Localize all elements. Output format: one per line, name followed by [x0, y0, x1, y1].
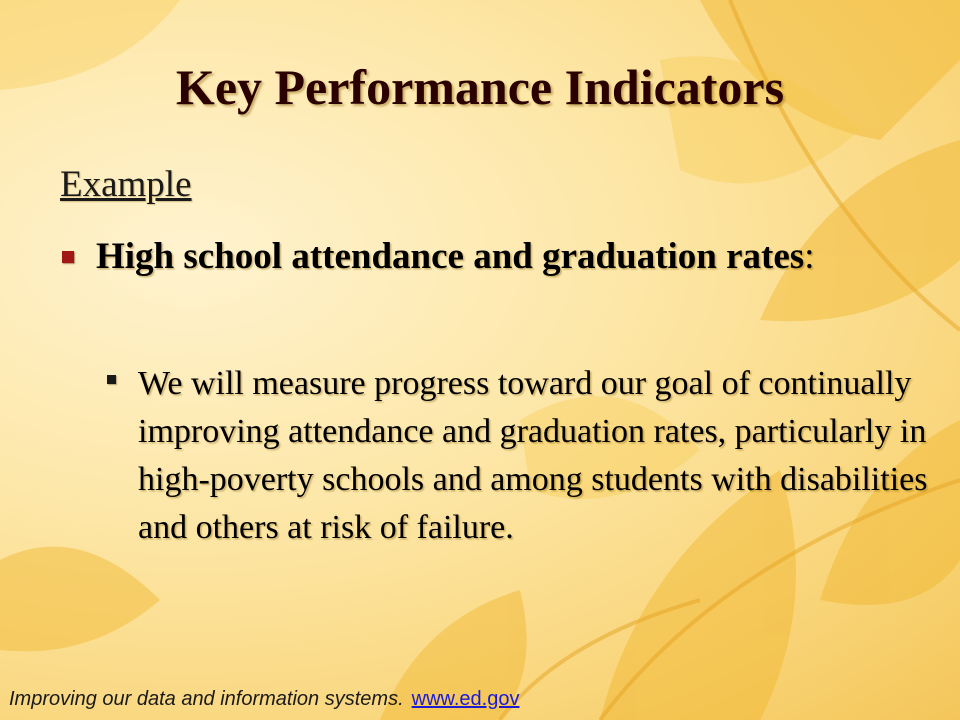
footer-text: Improving our data and information systems. [9, 688, 404, 710]
footer-link[interactable]: www.ed.gov [411, 688, 520, 710]
sub-bullet-text: We will measure progress toward our goal of continually improving attendance and graduation rates, particularly in high-poverty schools and among students with disabilities and others at risk of failure. [138, 365, 928, 546]
footer [9, 688, 519, 711]
section-label: Example [60, 164, 192, 205]
bullet-heading-colon: : [804, 236, 815, 277]
bullet-heading-text: High school attendance and graduation rates [96, 236, 805, 277]
slide-title: Key Performance Indicators [175, 59, 785, 115]
square-sub-bullet-icon [107, 375, 116, 384]
square-bullet-icon [62, 251, 74, 263]
bullet-heading [96, 232, 926, 282]
